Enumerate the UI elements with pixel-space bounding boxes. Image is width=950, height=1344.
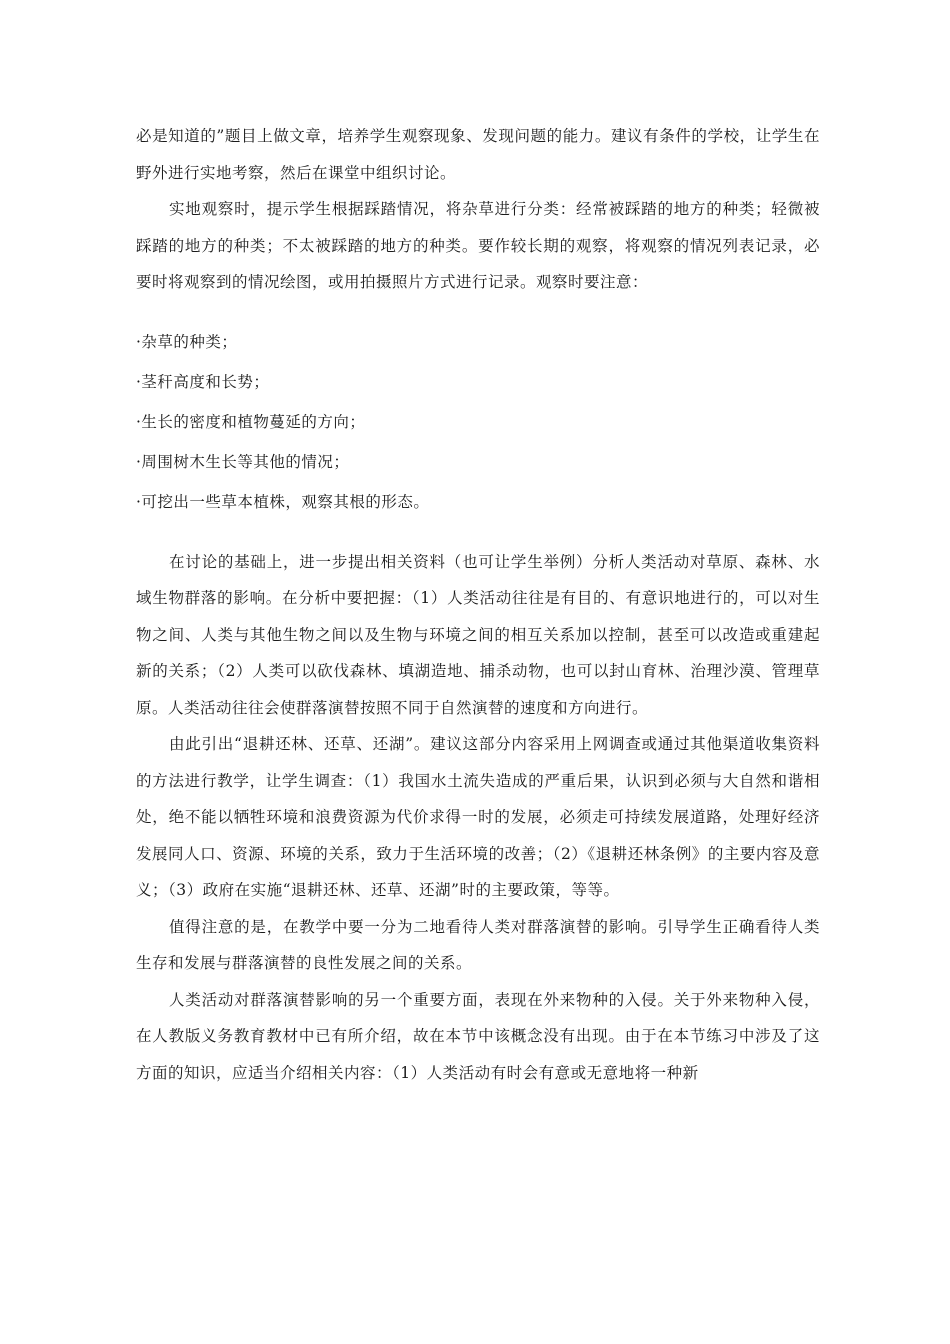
paragraph-balanced-view: 值得注意的是，在教学中要一分为二地看待人类对群落演替的影响。引导学生正确看待人类生存和发展与群落演替的良性发展之间的关系。 [136, 917, 820, 972]
list-item: ·生长的密度和植物蔓延的方向； [136, 412, 366, 431]
paragraph-return-farmland: 由此引出“退耕还林、还草、还湖”。建议这部分内容采用上网调查或通过其他渠道收集资料的方法进行教学，让学生调查：（1）我国水土流失造成的严重后果，认识到必须与大自然和谐相处，绝不能以牺牲环境和浪费资源为代价求得一时的发展，必须走可持续发展道路，处理好经济发展同人口、资源、环境的关系，致力于生活环境的改善；（2）《退耕还林条例》的主要内容及意义；（3）政府在实施“退耕还林、还草、还湖”时的主要政策，等等。 [136, 735, 820, 899]
observation-checklist [136, 322, 820, 522]
paragraph-invasive-species: 人类活动对群落演替影响的另一个重要方面，表现在外来物种的入侵。关于外来物种入侵，在人教版义务教育教材中已有所介绍，故在本节中该概念没有出现。由于在本节练习中涉及了这方面的知识，应适当介绍相关内容：（1）人类活动有时会有意或无意地将一种新 [136, 990, 820, 1082]
document-body [136, 118, 820, 1091]
list-item: ·周围树木生长等其他的情况； [136, 452, 350, 471]
list-item: ·杂草的种类； [136, 332, 238, 351]
spacer [136, 301, 820, 322]
paragraph-continuation: 必是知道的”题目上做文章，培养学生观察现象、发现问题的能力。建议有条件的学校，让学生在野外进行实地考察，然后在课堂中组织讨论。 [136, 127, 820, 182]
paragraph-human-impact: 在讨论的基础上，进一步提出相关资料（也可让学生举例）分析人类活动对草原、森林、水域生物群落的影响。在分析中要把握：（1）人类活动往往是有目的、有意识地进行的，可以对生物之间、人类与其他生物之间以及生物与环境之间的相互关系加以控制，甚至可以改造或重建起新的关系；（2）人类可以砍伐森林、填湖造地、捕杀动物，也可以封山育林、治理沙漠、管理草原。人类活动往往会使群落演替按照不同于自然演替的速度和方向进行。 [136, 552, 820, 717]
list-item: ·可挖出一些草本植株，观察其根的形态。 [136, 492, 430, 511]
list-item: ·茎秆高度和长势； [136, 372, 270, 391]
paragraph-field-observation: 实地观察时，提示学生根据踩踏情况，将杂草进行分类：经常被踩踏的地方的种类；轻微被踩踏的地方的种类；不太被踩踏的地方的种类。要作较长期的观察，将观察的情况列表记录，必要时将观察到的情况绘图，或用拍摄照片方式进行记录。观察时要注意： [136, 200, 820, 291]
spacer [136, 522, 820, 544]
